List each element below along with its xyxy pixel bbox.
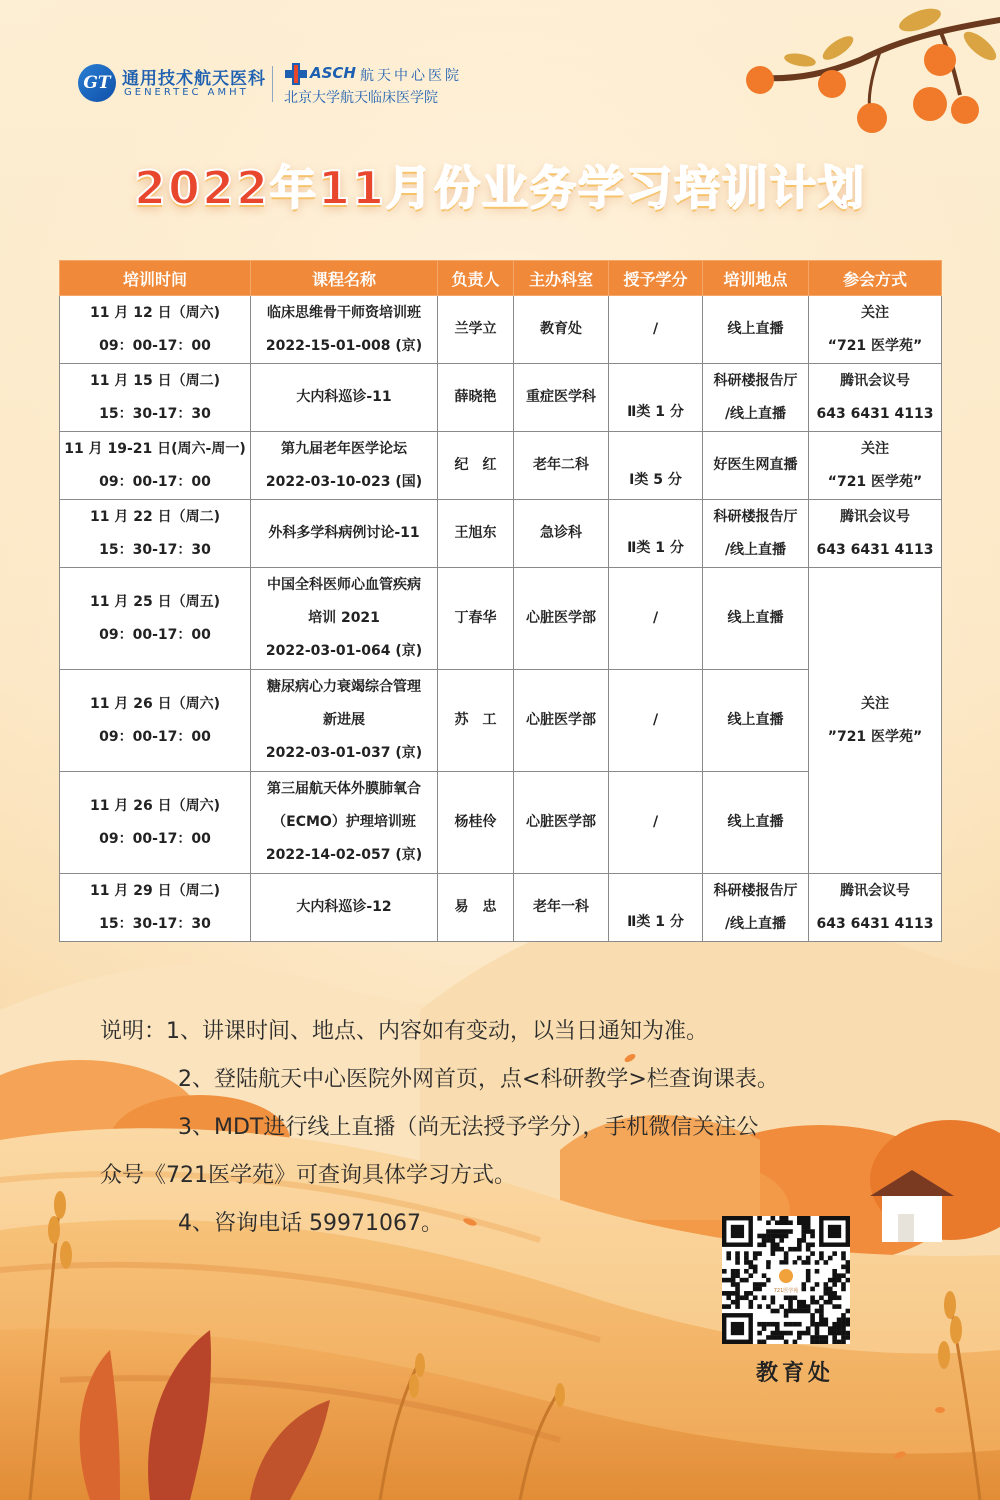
genertec-logo: [78, 62, 278, 106]
training-schedule-table: [59, 260, 942, 942]
cell-course: 第三届航天体外膜肺氧合 （ECMO）护理培训班 2022-14-02-057 (京): [251, 772, 438, 874]
col-header-course: 课程名称: [251, 261, 438, 296]
cell-dept: 重症医学科: [514, 364, 609, 432]
logo-divider: [272, 66, 273, 102]
cell-course: 中国全科医师心血管疾病 培训 2021 2022-03-01-064 (京): [251, 568, 438, 670]
col-header-dept: 主办科室: [514, 261, 609, 296]
pku-college-name: 北京大学航天临床医学院: [284, 90, 438, 106]
cell-mode: 腾讯会议号 643 6431 4113: [809, 874, 942, 942]
cell-time: 11 月 29 日（周二) 15：30-17：30: [60, 874, 251, 942]
col-header-mode: 参会方式: [809, 261, 942, 296]
cell-mode: 关注 ”721 医学苑”: [809, 568, 942, 874]
cell-place: 线上直播: [703, 568, 809, 670]
notes-section: [100, 1008, 920, 1248]
cell-course: 第九届老年医学论坛 2022-03-10-023 (国): [251, 432, 438, 500]
note-3: 3、MDT进行线上直播（尚无法授予学分），手机微信关注公: [178, 1115, 759, 1140]
table-row: [60, 874, 942, 942]
cell-dept: 心脏医学部: [514, 670, 609, 772]
cell-person: 杨桂伶: [438, 772, 514, 874]
genertec-name-en: GENERTEC AMHT: [124, 87, 249, 98]
cell-time: 11 月 12 日（周六) 09：00-17：00: [60, 296, 251, 364]
table-row: [60, 432, 942, 500]
table-row: [60, 568, 942, 670]
cell-dept: 急诊科: [514, 500, 609, 568]
asch-abbr: ASCH: [310, 64, 356, 82]
cell-credit: /: [609, 772, 703, 874]
note-3-cont: 众号《721医学苑》可查询具体学习方式。: [100, 1163, 516, 1188]
cell-dept: 教育处: [514, 296, 609, 364]
genertec-name-cn: 通用技术航天医科: [122, 69, 266, 89]
cell-credit: /: [609, 670, 703, 772]
cell-time: 11 月 25 日（周五) 09：00-17：00: [60, 568, 251, 670]
cell-mode: 关注 “721 医学苑”: [809, 432, 942, 500]
cell-credit: /: [609, 296, 703, 364]
cell-credit: Ⅱ类 1 分: [609, 874, 703, 942]
cell-course: 临床思维骨干师资培训班 2022-15-01-008 (京): [251, 296, 438, 364]
cell-credit: Ⅱ类 1 分: [609, 364, 703, 432]
note-4: 4、咨询电话 59971067。: [178, 1211, 443, 1236]
cell-place: 科研楼报告厅 /线上直播: [703, 364, 809, 432]
cell-course: 外科多学科病例讨论-11: [251, 500, 438, 568]
qr-code-icon: [722, 1216, 850, 1344]
col-header-person: 负责人: [438, 261, 514, 296]
cell-mode: 腾讯会议号 643 6431 4113: [809, 364, 942, 432]
col-header-place: 培训地点: [703, 261, 809, 296]
cell-person: 易 忠: [438, 874, 514, 942]
asch-cross-icon: [284, 62, 308, 86]
cell-place: 科研楼报告厅 /线上直播: [703, 874, 809, 942]
cell-course: 糖尿病心力衰竭综合管理 新进展 2022-03-01-037 (京): [251, 670, 438, 772]
cell-time: 11 月 22 日（周二) 15：30-17：30: [60, 500, 251, 568]
table-row: [60, 364, 942, 432]
cell-place: 好医生网直播: [703, 432, 809, 500]
cell-person: 兰学立: [438, 296, 514, 364]
hospital-name: 航天中心医院: [360, 68, 462, 84]
cell-credit: Ⅰ类 5 分: [609, 432, 703, 500]
cell-person: 王旭东: [438, 500, 514, 568]
cell-time: 11 月 26 日（周六) 09：00-17：00: [60, 772, 251, 874]
signature-education-office: 教育处: [755, 1360, 834, 1386]
cell-place: 科研楼报告厅 /线上直播: [703, 500, 809, 568]
cell-mode: 关注 “721 医学苑”: [809, 296, 942, 364]
cell-dept: 老年一科: [514, 874, 609, 942]
cell-credit: /: [609, 568, 703, 670]
cell-time: 11 月 26 日（周六) 09：00-17：00: [60, 670, 251, 772]
qr-center-label: 721医学苑: [773, 1288, 799, 1294]
col-header-time: 培训时间: [60, 261, 251, 296]
table-header-row: [60, 261, 942, 296]
cell-place: 线上直播: [703, 772, 809, 874]
cell-dept: 心脏医学部: [514, 568, 609, 670]
cell-course: 大内科巡诊-12: [251, 874, 438, 942]
asch-logo: [284, 62, 504, 108]
cell-person: 苏 工: [438, 670, 514, 772]
cell-place: 线上直播: [703, 670, 809, 772]
cell-person: 薛晓艳: [438, 364, 514, 432]
table-row: [60, 296, 942, 364]
page-title: 2022年11月份业务学习培训计划: [133, 161, 867, 215]
genertec-badge-icon: GT: [78, 64, 116, 102]
cell-dept: 老年二科: [514, 432, 609, 500]
note-1: 说明：1、讲课时间、地点、内容如有变动，以当日通知为准。: [100, 1019, 709, 1044]
note-2: 2、登陆航天中心医院外网首页，点<科研教学>栏查询课表。: [178, 1067, 779, 1092]
cell-time: 11 月 19-21 日(周六-周一) 09：00-17：00: [60, 432, 251, 500]
cell-time: 11 月 15 日（周二) 15：30-17：30: [60, 364, 251, 432]
col-header-credit: 授予学分: [609, 261, 703, 296]
cell-person: 丁春华: [438, 568, 514, 670]
cell-mode: 腾讯会议号 643 6431 4113: [809, 500, 942, 568]
notes-label: 说明：: [100, 1019, 167, 1044]
cell-credit: Ⅱ类 1 分: [609, 500, 703, 568]
cell-place: 线上直播: [703, 296, 809, 364]
wechat-qr-code: [722, 1216, 850, 1344]
cell-person: 纪 红: [438, 432, 514, 500]
table-row: [60, 500, 942, 568]
cell-course: 大内科巡诊-11: [251, 364, 438, 432]
cell-dept: 心脏医学部: [514, 772, 609, 874]
